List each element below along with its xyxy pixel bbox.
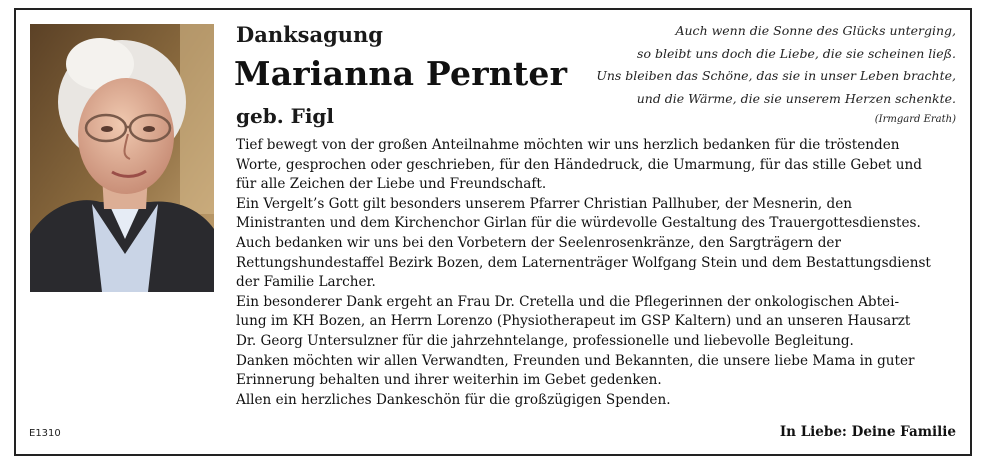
- portrait-photo: [30, 24, 214, 292]
- body-line: für alle Zeichen der Liebe und Freundschaft.: [236, 176, 547, 193]
- poem: [556, 20, 956, 128]
- portrait-illustration: [30, 24, 214, 292]
- body-line: Rettungshundestaffel Bezirk Bozen, dem Laternenträger Wolfgang Stein und dem Bestattungsdienst: [236, 254, 931, 271]
- body-line: Danken möchten wir allen Verwandten, Freunden und Bekannten, die unsere liebe Mama in guter: [236, 352, 915, 369]
- body-line: Auch bedanken wir uns bei den Vorbetern der Seelenrosenkränze, den Sargträgern der: [236, 234, 841, 251]
- maiden-name: geb. Figl: [236, 104, 334, 128]
- body-line: Dr. Georg Untersulzner für die jahrzehntelange, professionelle und liebevolle Begleitung.: [236, 332, 854, 349]
- poem-line: so bleibt uns doch die Liebe, die sie scheinen ließ.: [637, 45, 956, 61]
- poem-line: Uns bleiben das Schöne, das sie in unser Leben brachte,: [596, 68, 956, 83]
- body-line: Allen ein herzliches Dankeschön für die großzügigen Spenden.: [236, 391, 671, 408]
- notice-code: E1310: [29, 428, 61, 439]
- poem-line: Auch wenn die Sonne des Glücks unterging,: [675, 23, 956, 38]
- poem-line: und die Wärme, die sie unserem Herzen schenkte.: [636, 90, 956, 106]
- body-line: Worte, gesprochen oder geschrieben, für den Händedruck, die Umarmung, für das stille Gebet und: [236, 156, 922, 173]
- signature: In Liebe: Deine Familie: [779, 424, 956, 440]
- notice-heading: Danksagung: [236, 22, 383, 47]
- body-line: Ein besonderer Dank ergeht an Frau Dr. Cretella und die Pflegerinnen der onkologischen Abtei-: [236, 293, 900, 310]
- body-line: Erinnerung behalten und ihrer weiterhin im Gebet gedenken.: [236, 372, 662, 389]
- deceased-name: Marianna Pernter: [234, 54, 568, 93]
- body-line: Ein Vergelt’s Gott gilt besonders unserem Pfarrer Christian Pallhuber, der Mesnerin, den: [236, 195, 852, 212]
- notice-body: [236, 136, 958, 410]
- body-line: Tief bewegt von der großen Anteilnahme möchten wir uns herzlich bedanken für die tröstenden: [236, 137, 900, 153]
- body-line: der Familie Larcher.: [236, 274, 376, 291]
- body-line: lung im KH Bozen, an Herrn Lorenzo (Physiotherapeut im GSP Kaltern) und an unseren Hausarzt: [236, 313, 911, 330]
- body-line: Ministranten und dem Kirchenchor Girlan für die würdevolle Gestaltung des Trauergottesdienstes.: [236, 215, 921, 232]
- poem-author: (Irmgard Erath): [874, 114, 956, 125]
